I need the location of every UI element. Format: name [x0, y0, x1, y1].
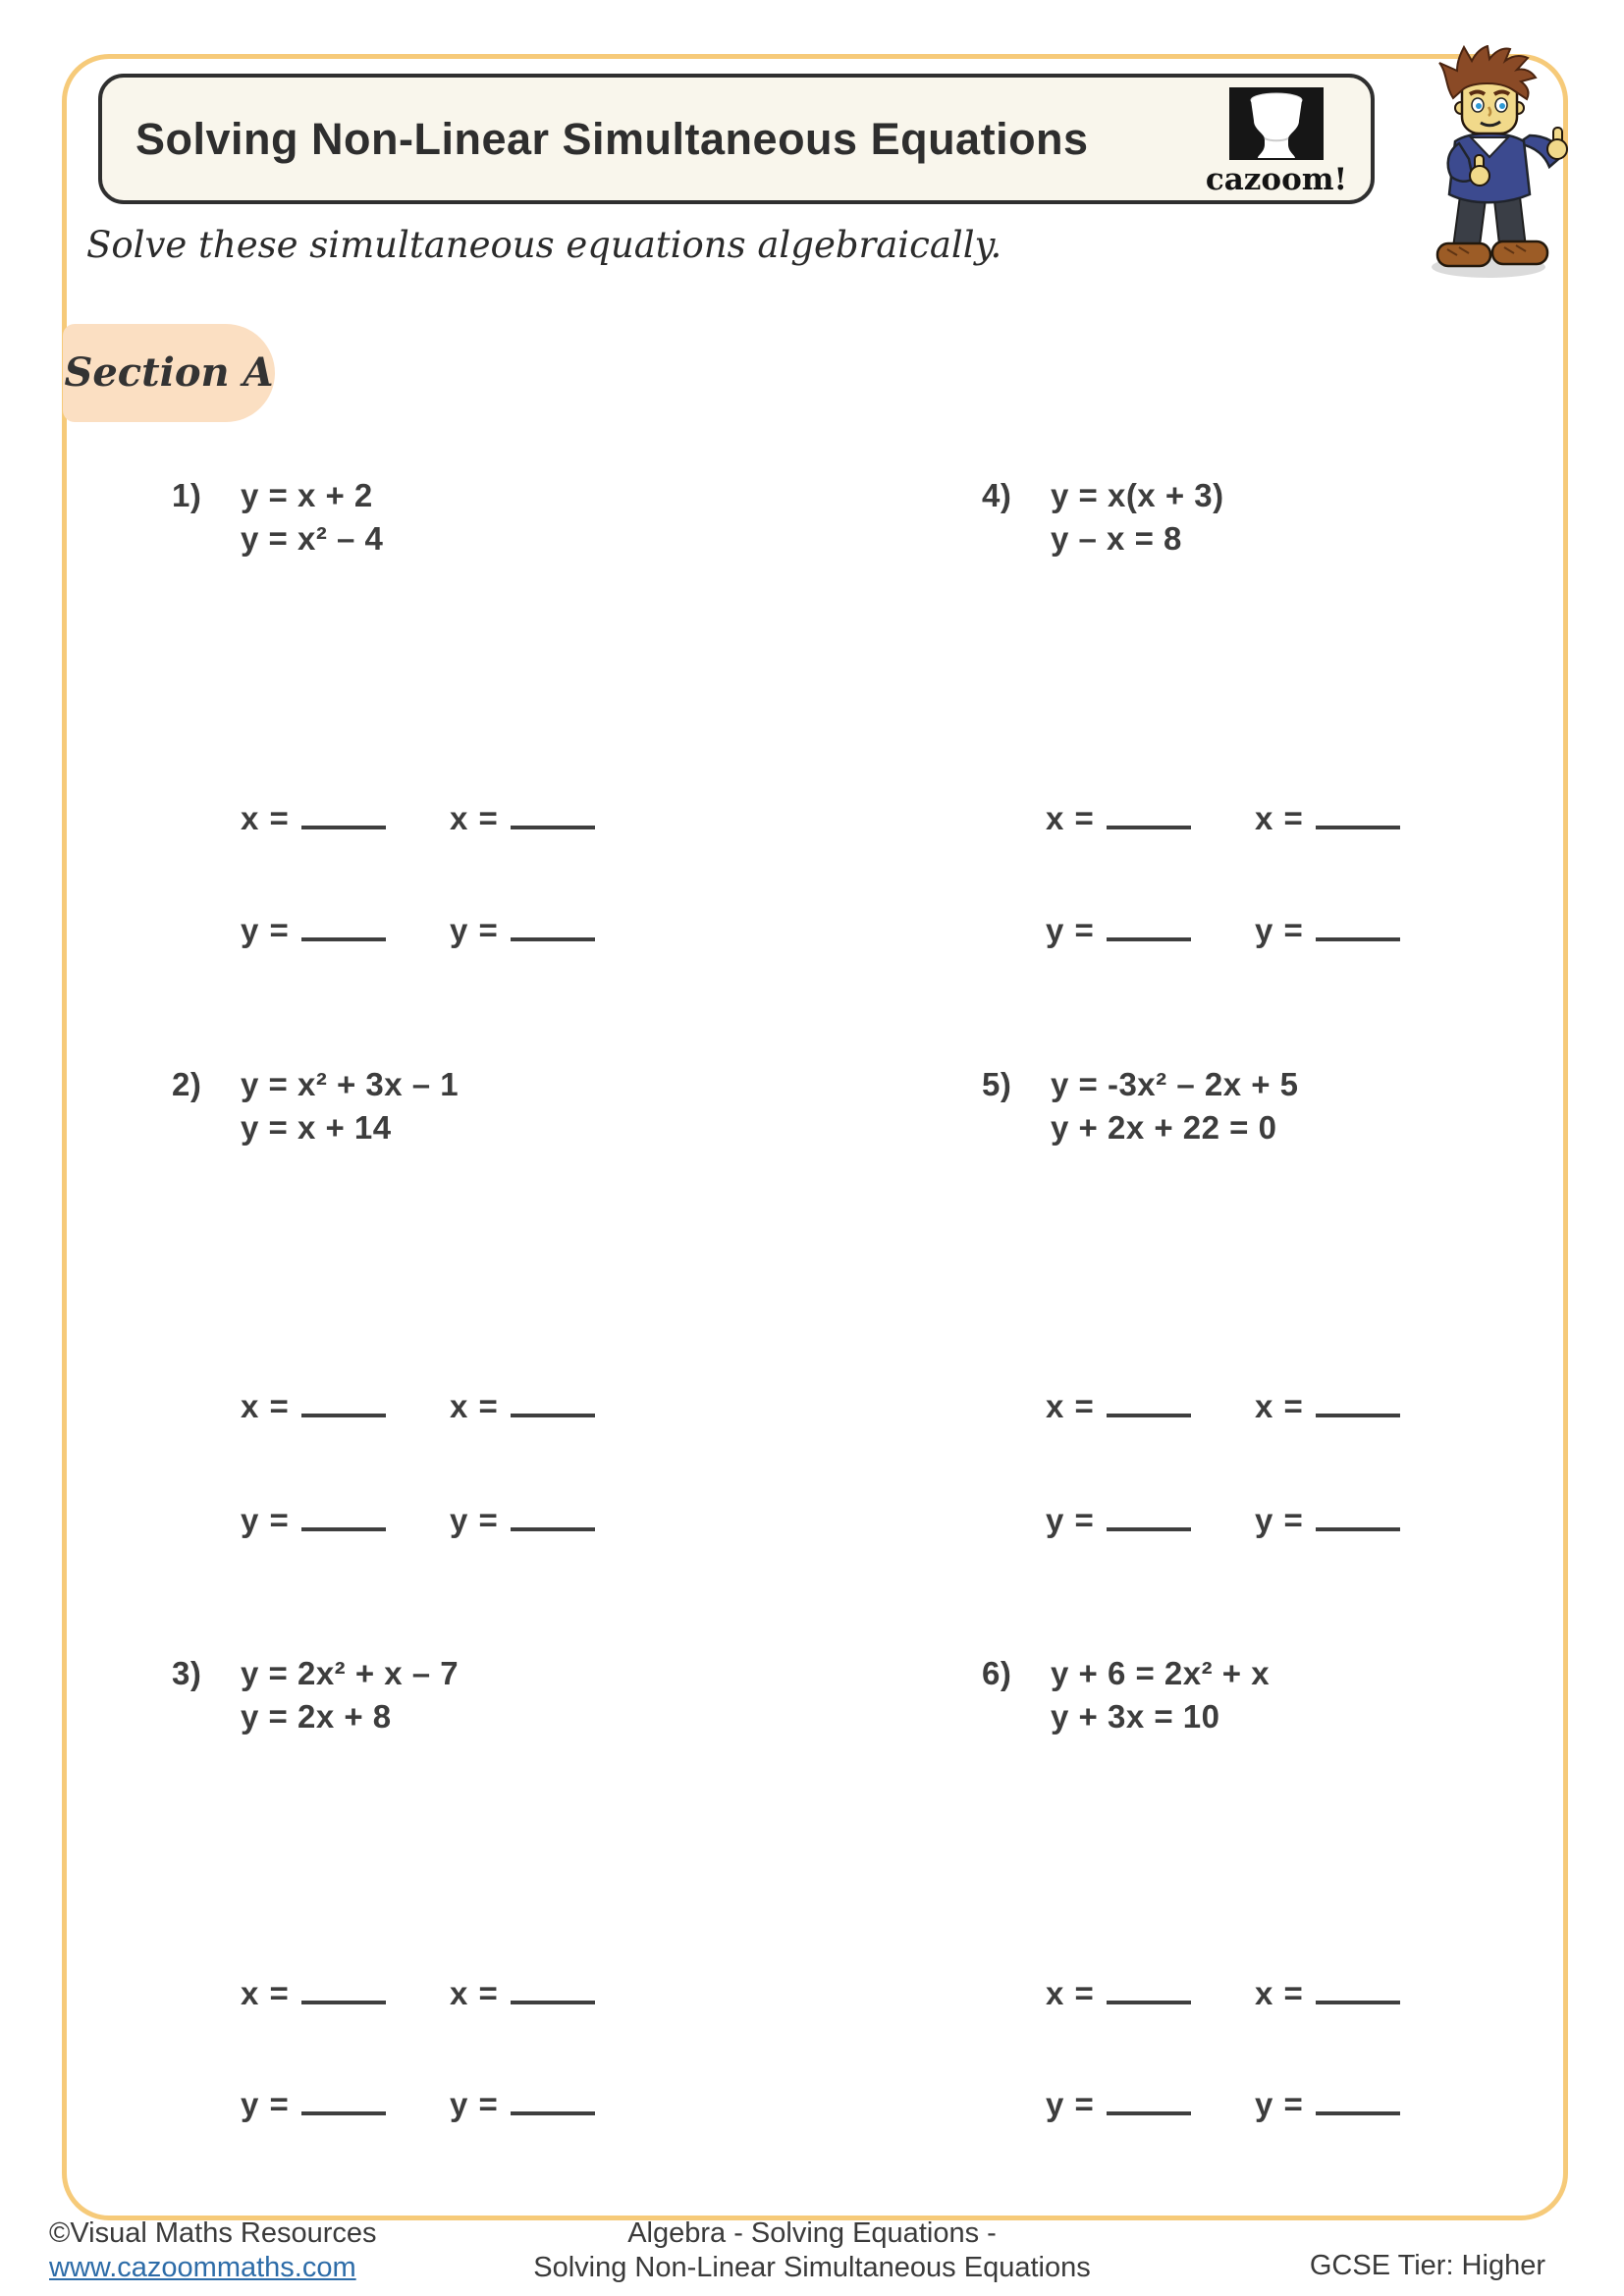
- answer-label-y: y =: [449, 2086, 499, 2122]
- answer-label-y: y =: [1046, 2086, 1095, 2122]
- problem-1-equation-1: y = x + 2: [241, 477, 373, 513]
- answer-label-x: x =: [241, 1388, 290, 1424]
- answer-label-x: x =: [1046, 1975, 1095, 2011]
- instruction-text: Solve these simultaneous equations algebraically.: [86, 224, 1002, 266]
- problem-2-equation-1: y = x² + 3x – 1: [241, 1066, 460, 1102]
- footer-category-line-2: Solving Non-Linear Simultaneous Equations: [533, 2252, 1091, 2283]
- problem-5-number: 5): [982, 1066, 1012, 1102]
- worksheet-header: [98, 74, 1375, 204]
- answer-label-y: y =: [449, 1502, 499, 1538]
- problem-3-equation-1: y = 2x² + x – 7: [241, 1655, 460, 1691]
- footer-tier: GCSE Tier: Higher: [1309, 2250, 1545, 2281]
- problem-1-number: 1): [172, 477, 202, 513]
- answer-label-x: x =: [1254, 1975, 1304, 2011]
- answer-label-x: x =: [1254, 1388, 1304, 1424]
- page-title: Solving Non-Linear Simultaneous Equations: [135, 114, 1089, 164]
- problem-4-number: 4): [982, 477, 1012, 513]
- problem-1-equation-2: y = x² – 4: [241, 520, 384, 557]
- answer-label-y: y =: [241, 912, 290, 948]
- answer-label-x: x =: [1046, 800, 1095, 836]
- problem-6-number: 6): [982, 1655, 1012, 1691]
- copyright-text: ©Visual Maths Resources: [49, 2217, 377, 2249]
- answer-label-y: y =: [1254, 912, 1304, 948]
- page-border: [62, 54, 1568, 2220]
- answer-label-y: y =: [1046, 1502, 1095, 1538]
- section-a-box: [63, 324, 275, 422]
- problem-3-equation-2: y = 2x + 8: [241, 1698, 392, 1735]
- answer-label-x: x =: [449, 1975, 499, 2011]
- answer-label-x: x =: [1254, 800, 1304, 836]
- answer-label-x: x =: [449, 1388, 499, 1424]
- answer-label-y: y =: [1046, 912, 1095, 948]
- answer-label-x: x =: [1046, 1388, 1095, 1424]
- problem-6-equation-2: y + 3x = 10: [1051, 1698, 1220, 1735]
- problem-4-equation-2: y – x = 8: [1051, 520, 1182, 557]
- answer-label-y: y =: [241, 2086, 290, 2122]
- answer-label-y: y =: [1254, 1502, 1304, 1538]
- website-link[interactable]: www.cazoommaths.com: [49, 2252, 356, 2283]
- section-a-label: Section A: [64, 349, 274, 396]
- answer-label-x: x =: [241, 1975, 290, 2011]
- answer-label-x: x =: [449, 800, 499, 836]
- problem-2-number: 2): [172, 1066, 202, 1102]
- problem-4-equation-1: y = x(x + 3): [1051, 477, 1224, 513]
- footer-category-line-1: Algebra - Solving Equations -: [627, 2217, 997, 2249]
- cazoom-logo-text: cazoom!: [1205, 162, 1348, 197]
- problem-3-number: 3): [172, 1655, 202, 1691]
- problem-2-equation-2: y = x + 14: [241, 1109, 392, 1146]
- mascot-boy-thumbs-up: [1402, 45, 1577, 289]
- answer-label-x: x =: [241, 800, 290, 836]
- problem-5-equation-1: y = -3x² – 2x + 5: [1051, 1066, 1299, 1102]
- cazoom-logo-icon: [1198, 83, 1355, 199]
- problem-6-equation-1: y + 6 = 2x² + x: [1051, 1655, 1271, 1691]
- problem-5-equation-2: y + 2x + 22 = 0: [1051, 1109, 1277, 1146]
- answer-label-y: y =: [1254, 2086, 1304, 2122]
- answer-label-y: y =: [241, 1502, 290, 1538]
- answer-label-y: y =: [449, 912, 499, 948]
